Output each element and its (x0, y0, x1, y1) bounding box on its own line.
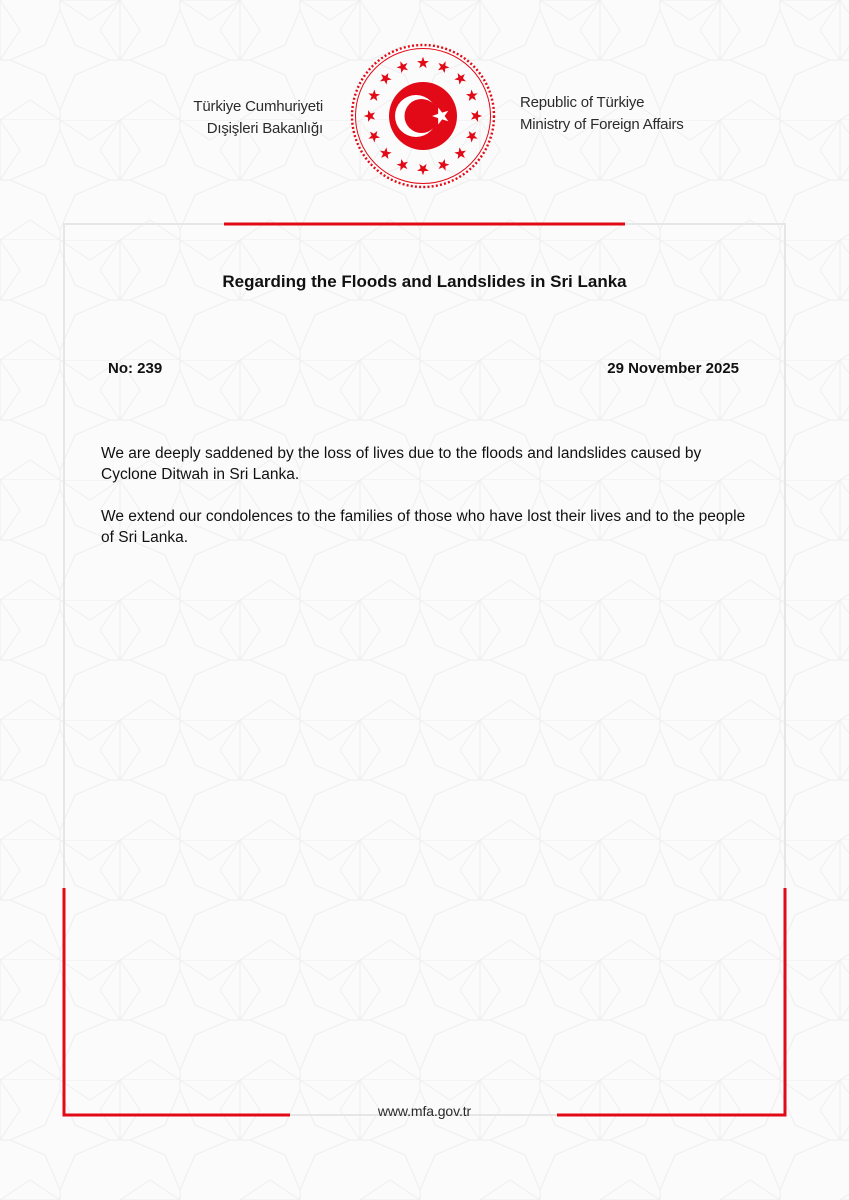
seal-star-icon (471, 110, 482, 122)
document-number: No: 239 (108, 360, 163, 377)
seal-star-icon (417, 57, 429, 68)
letterhead-left-line2: Dışişleri Bakanlığı (206, 120, 323, 137)
document-body (101, 443, 761, 569)
letterhead-right-line2: Ministry of Foreign Affairs (520, 116, 684, 133)
turkish-crescent-star-seal-icon (350, 43, 496, 189)
seal-star-icon (438, 159, 449, 171)
letterhead-english-name (520, 92, 684, 136)
seal-star-icon (466, 131, 478, 142)
seal-star-icon (368, 131, 380, 142)
seal-star-icon (454, 147, 466, 159)
footer-website-link[interactable]: www.mfa.gov.tr (377, 1103, 472, 1119)
seal-star-icon (397, 159, 408, 171)
seal-star-icon (364, 110, 375, 122)
letterhead-right-line1: Republic of Türkiye (520, 94, 645, 111)
body-paragraph: We extend our condolences to the families of those who have lost their lives and to the people of Sri Lanka. (101, 508, 746, 546)
body-paragraph: We are deeply saddened by the loss of lives due to the floods and landslides caused by Cyclone Ditwah in Sri Lanka. (101, 445, 702, 483)
document-title: Regarding the Floods and Landslides in Sri Lanka (222, 272, 627, 291)
seal-star-icon (454, 73, 466, 85)
seal-star-icon (380, 73, 392, 85)
letterhead-left-line1: Türkiye Cumhuriyeti (193, 98, 323, 115)
seal-star-icon (466, 90, 478, 101)
seal-star-icon (438, 61, 449, 73)
seal-star-icon (397, 61, 408, 73)
document-date: 29 November 2025 (607, 360, 739, 377)
seal-star-icon (417, 164, 429, 175)
seal-star-icon (368, 90, 380, 101)
letterhead-turkish-name (193, 96, 323, 140)
seal-star-icon (380, 147, 392, 159)
